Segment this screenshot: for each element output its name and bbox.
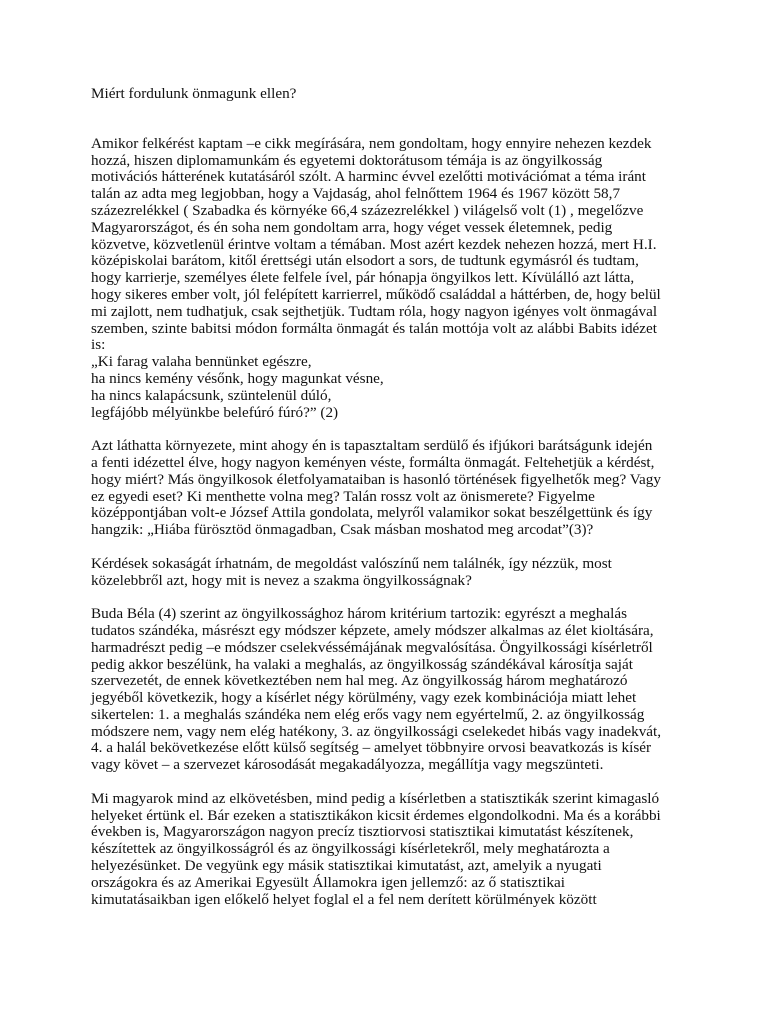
text-line: szervezetét, de ennek következtében nem hal meg. Az öngyilkosság három meghatározó (91, 672, 628, 690)
text-line: „Ki farag valaha bennünket egészre, (91, 353, 312, 371)
text-line: ez egyedi eset? Ki menthette volna meg? Talán rossz volt az önismerete? Figyelme (91, 487, 595, 505)
text-line: szemben, szinte babitsi módon formálta önmagát és talán mottója volt az alábbi Babits idézet (91, 319, 657, 337)
text-line: motivációs hátterének kutatásáról szólt. A harminc évvel ezelőtti motivációmat a téma iránt (91, 168, 646, 186)
text-line: legfájóbb mélyünkbe belefúró fúró?” (2) (91, 403, 339, 421)
text-line: Magyarországot, és én soha nem gondoltam arra, hogy véget vessek életemnek, pedig (91, 218, 613, 236)
paragraph (91, 556, 681, 590)
text-line: sikertelen: 1. a meghalás szándéka nem elég erős vagy nem egyértelmű, 2. az öngyilkosság (91, 705, 645, 723)
text-line: a fenti idézettel élve, hogy nagyon keményen véste, formálta önmagát. Feltehetjük a kérdést, (91, 453, 655, 471)
text-line: közelebbről azt, hogy mit is nevez a szakma öngyilkosságnak? (91, 571, 472, 589)
text-line: vagy követ – a szervezet károsodását megakadályozza, megállítja vagy megszünteti. (91, 756, 604, 774)
text-line: hozzá, hiszen diplomamunkám és egyetemi doktorátusom témája is az öngyilkosság (91, 151, 603, 169)
text-line: kimutatásaikban igen előkelő helyet foglal el a fel nem derített körülmények között (91, 890, 597, 908)
paragraph (91, 136, 681, 422)
text-line: helyezésünket. De vegyünk egy másik statisztikai kimutatást, azt, amelyik a nyugati (91, 857, 602, 875)
text-line: években is, Magyarországon nagyon precíz tisztiorvosi statisztikai kimutatást készítenek, (91, 823, 634, 841)
document-title: Miért fordulunk önmagunk ellen? (91, 85, 297, 102)
text-line: készítettek az öngyilkosságról és az öngyilkossági kísérletekről, mely meghatározta a (91, 840, 610, 858)
document-body (91, 136, 681, 909)
document-page (91, 86, 681, 925)
text-line: tudatos szándéka, másrészt egy módszer képzete, amely módszer alkalmas az élet kioltására, (91, 621, 654, 639)
text-line: középpontjában volt-e József Attila gondolata, melyről valamikor sokat beszélgettünk és így (91, 504, 653, 522)
text-line: hogy sikeres ember volt, jól felépített karrierrel, működő családdal a háttérben, de, hogy belül (91, 285, 661, 303)
text-line: közvetve, közvetlenül érintve voltam a témában. Most azért kezdek nehezen hozzá, mert H.I. (91, 235, 657, 253)
text-line: talán az adta meg legjobban, hogy a Vajdaság, ahol felnőttem 1964 és 1967 között 58,7 (91, 185, 621, 203)
text-line: hogy miért? Más öngyilkosok életfolyamataiban is hasonló történések figyelhetők meg? Vagy (91, 470, 661, 488)
text-line: hangzik: „Hiába fürösztöd önmagadban, Csak másban moshatod meg arcodat”(3)? (91, 521, 594, 539)
paragraph (91, 791, 681, 909)
paragraph (91, 606, 681, 774)
text-line: Buda Béla (4) szerint az öngyilkossághoz három kritérium tartozik: egyrészt a meghalás (91, 605, 628, 623)
text-line: Kérdések sokaságát írhatnám, de megoldást valószínű nem találnék, így nézzük, most (91, 554, 612, 572)
text-line: Azt láthatta környezete, mint ahogy én is tapasztaltam serdülő és ifjúkori barátságunk idején (91, 437, 653, 455)
text-line: módszere nem, vagy nem elég hatékony, 3. az öngyilkossági cselekedet hibás vagy inadekvát, (91, 722, 662, 740)
text-line: pedig akkor beszélünk, ha valaki a meghalás, az öngyilkosság szándékával károsítja saját (91, 655, 633, 673)
text-line: középiskolai barátom, kitől érettségi után elsodort a sors, de tudtunk egymásról és tudtam, (91, 252, 639, 270)
text-line: harmadrészt pedig –e módszer cselekvéssémájának megvalósítása. Öngyilkossági kísérletről (91, 638, 653, 656)
text-line: is: (91, 336, 106, 354)
text-line: ha nincs kalapácsunk, szüntelenül dúló, (91, 386, 332, 404)
text-line: mi zajlott, nem tudhatjuk, csak sejthetjük. Tudtam róla, hogy nagyon igényes volt önmagával (91, 302, 658, 320)
text-line: 4. a halál bekövetkezése előtt külső segítség – amelyet többnyire orvosi beavatkozás is kísér (91, 739, 652, 757)
text-line: Amikor felkérést kaptam –e cikk megírására, nem gondoltam, hogy ennyire nehezen kezdek (91, 134, 652, 152)
text-line: százezrelékkel ( Szabadka és környéke 66,4 százezrelékkel ) világelső volt (1) , megelőzve (91, 201, 644, 219)
text-line: jegyéből következik, hogy a kísérlet négy körülmény, vagy ezek kombinációja miatt lehet (91, 689, 637, 707)
paragraph (91, 438, 681, 539)
text-line: hogy karrierje, személyes élete felfele ível, pár hónapja öngyilkos lett. Kívülálló azt látta, (91, 269, 635, 287)
text-line: országokra és az Amerikai Egyesült Államokra igen jellemző: az ő statisztikai (91, 873, 566, 891)
text-line: ha nincs kemény vésőnk, hogy magunkat vésne, (91, 369, 384, 387)
text-line: helyeket értünk el. Bár ezeken a statisztikákon kicsit érdemes elgondolkodni. Ma és a korábbi (91, 806, 661, 824)
text-line: Mi magyarok mind az elkövetésben, mind pedig a kísérletben a statisztikák szerint kimagasló (91, 789, 660, 807)
